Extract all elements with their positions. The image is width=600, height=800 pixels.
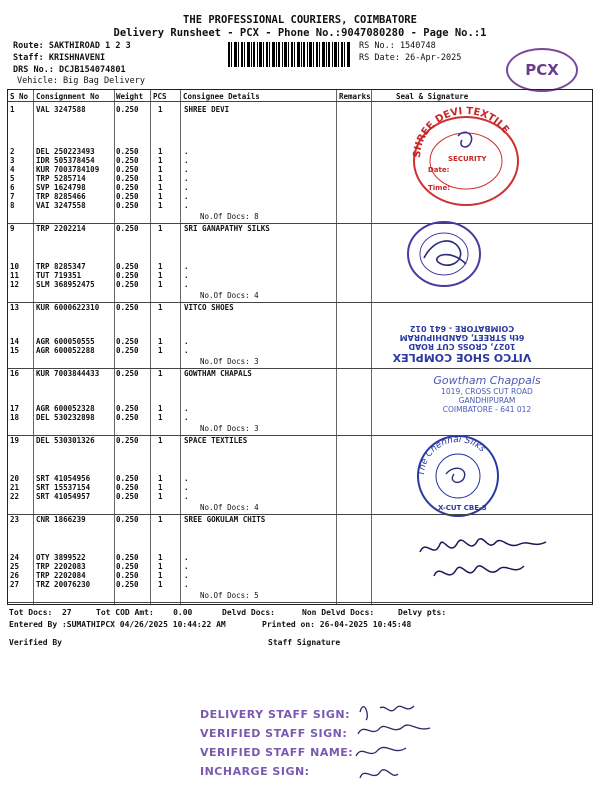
group-separator <box>8 602 592 603</box>
drs-label: DRS No.: DCJB154074801 <box>13 65 126 75</box>
row-sno: 15 <box>10 346 20 355</box>
row-consignee-dot: . <box>184 174 189 183</box>
row-consignment-no: DEL 530232898 <box>36 413 95 422</box>
row-weight: 0.250 <box>116 337 139 346</box>
row-consignment-no: TRZ 20076230 <box>36 580 91 589</box>
entered-by: Entered By :SUMATHIPCX 04/26/2025 10:44:22 AM <box>9 620 226 629</box>
row-pcs: 1 <box>158 192 163 201</box>
row-pcs: 1 <box>158 280 163 289</box>
row-sno: 16 <box>10 369 20 378</box>
runsheet-subtitle: Delivery Runsheet - PCX - Phone No.:9047080280 - Page No.:1 <box>113 27 487 39</box>
stamp1-date-label: Date: <box>428 166 450 174</box>
row-sno: 7 <box>10 192 15 201</box>
row-consignee-dot: . <box>184 474 189 483</box>
row-sno: 10 <box>10 262 20 271</box>
row-weight: 0.250 <box>116 553 139 562</box>
row-weight: 0.250 <box>116 436 139 445</box>
row-sno: 25 <box>10 562 20 571</box>
row-sno: 4 <box>10 165 15 174</box>
row-consignee-dot: . <box>184 483 189 492</box>
row-consignment-no: TUT 719351 <box>36 271 82 280</box>
printed-on: Printed on: 26-04-2025 10:45:48 <box>262 620 412 629</box>
row-sno: 2 <box>10 147 15 156</box>
delivery-points: Delvy pts: <box>398 608 447 617</box>
row-weight: 0.250 <box>116 262 139 271</box>
group-consignee-name: SHREE DEVI <box>184 105 230 114</box>
row-sno: 6 <box>10 183 15 192</box>
group-docs-count: No.Of Docs: 4 <box>200 291 259 300</box>
row-weight: 0.250 <box>116 192 139 201</box>
group-consignee-name: SRI GANAPATHY SILKS <box>184 224 270 233</box>
stamp4-line3: GANDHIPURAM <box>458 396 516 405</box>
row-consignment-no: SRT 41054956 <box>36 474 91 483</box>
verified-staff-sign: VERIFIED STAFF SIGN: <box>200 727 348 740</box>
row-weight: 0.250 <box>116 515 139 524</box>
row-weight: 0.250 <box>116 580 139 589</box>
row-consignment-no: SRT 15537154 <box>36 483 91 492</box>
row-sno: 22 <box>10 492 20 501</box>
row-consignee-dot: . <box>184 192 189 201</box>
stamp4-line2: 1019, CROSS CUT ROAD <box>441 387 533 396</box>
row-consignee-dot: . <box>184 492 189 501</box>
group-consignee-name: VITCO SHOES <box>184 303 234 312</box>
row-pcs: 1 <box>158 492 163 501</box>
col-consignee-header: Consignee Details <box>183 92 260 101</box>
group-consignee-name: SREE GOKULAM CHITS <box>184 515 266 524</box>
row-pcs: 1 <box>158 183 163 192</box>
total-cod: Tot COD Amt: 0.00 <box>96 608 193 617</box>
row-sno: 24 <box>10 553 20 562</box>
row-consignment-no: KUR 7003844433 <box>36 369 100 378</box>
delivered-docs: Delvd Docs: <box>222 608 275 617</box>
row-pcs: 1 <box>158 474 163 483</box>
row-sno: 1 <box>10 105 15 114</box>
stamp3-line2: 1027, CROSS CUT ROAD <box>408 342 516 351</box>
row-consignment-no: TRP 8285347 <box>36 262 86 271</box>
stamp3-line4: COIMBATORE - 641 012 <box>409 324 515 333</box>
row-pcs: 1 <box>158 515 163 524</box>
row-pcs: 1 <box>158 553 163 562</box>
col-sno-header: S No <box>10 92 29 101</box>
col-pcs-header: PCS <box>153 92 167 101</box>
group-docs-count: No.Of Docs: 5 <box>200 591 259 600</box>
row-sno: 20 <box>10 474 20 483</box>
group-separator <box>8 223 592 224</box>
row-pcs: 1 <box>158 483 163 492</box>
stamp1-signature <box>458 132 472 147</box>
row-consignee-dot: . <box>184 562 189 571</box>
row-consignee-dot: . <box>184 580 189 589</box>
row-sno: 9 <box>10 224 15 233</box>
row-consignment-no: DEL 530301326 <box>36 436 95 445</box>
row-pcs: 1 <box>158 147 163 156</box>
row-sno: 27 <box>10 580 20 589</box>
stamp2-signature <box>424 241 466 265</box>
row-pcs: 1 <box>158 174 163 183</box>
row-sno: 11 <box>10 271 20 280</box>
verified-staff-name: VERIFIED STAFF NAME: <box>200 746 354 759</box>
row-consignment-no: TRP 2202083 <box>36 562 86 571</box>
row-consignment-no: SVP 1624798 <box>36 183 86 192</box>
row-consignee-dot: . <box>184 147 189 156</box>
row-pcs: 1 <box>158 571 163 580</box>
stamp1-time-label: Time: <box>428 184 451 192</box>
row-consignment-no: TRP 2202084 <box>36 571 86 580</box>
row-consignee-dot: . <box>184 271 189 280</box>
row-consignment-no: SLM 368952475 <box>36 280 95 289</box>
gowtham-stamp <box>412 374 562 422</box>
row-pcs: 1 <box>158 271 163 280</box>
verified-by: Verified By <box>9 638 62 647</box>
row-weight: 0.250 <box>116 271 139 280</box>
stamp1-inner-text: SECURITY <box>448 155 487 163</box>
barcode <box>228 42 350 67</box>
group-docs-count: No.Of Docs: 3 <box>200 424 259 433</box>
row-consignment-no: KUR 7003784109 <box>36 165 100 174</box>
shree-devi-stamp <box>406 106 524 206</box>
row-consignment-no: IDR 505378454 <box>36 156 95 165</box>
row-weight: 0.250 <box>116 369 139 378</box>
company-title: THE PROFESSIONAL COURIERS, COIMBATORE <box>183 14 417 26</box>
stamp5-signature <box>446 468 465 482</box>
row-pcs: 1 <box>158 562 163 571</box>
group-docs-count: No.Of Docs: 8 <box>200 212 259 221</box>
stamp5-arc-text: The Chennai Silks <box>416 434 487 477</box>
row-weight: 0.250 <box>116 280 139 289</box>
row-sno: 26 <box>10 571 20 580</box>
svg-text:The Chennai Silks <box>417 435 487 476</box>
staff-signature-label: Staff Signature <box>268 638 341 647</box>
delivery-staff-sign: DELIVERY STAFF SIGN: <box>200 708 351 721</box>
group-consignee-name: GOWTHAM CHAPALS <box>184 369 252 378</box>
group-docs-count: No.Of Docs: 3 <box>200 357 259 366</box>
row-sno: 12 <box>10 280 20 289</box>
row-pcs: 1 <box>158 404 163 413</box>
row-weight: 0.250 <box>116 562 139 571</box>
ganapathy-stamp <box>404 218 484 290</box>
row-consignee-dot: . <box>184 337 189 346</box>
group-separator <box>8 435 592 436</box>
row-weight: 0.250 <box>116 183 139 192</box>
row-consignee-dot: . <box>184 156 189 165</box>
pcx-stamp: PCX <box>506 48 578 92</box>
row-pcs: 1 <box>158 436 163 445</box>
row-pcs: 1 <box>158 105 163 114</box>
incharge-sign: INCHARGE SIGN: <box>200 765 310 778</box>
row-consignee-dot: . <box>184 165 189 174</box>
row-consignment-no: CNR 1866239 <box>36 515 86 524</box>
col-remarks-header: Remarks <box>339 92 371 101</box>
row-consignment-no: VAL 3247588 <box>36 105 86 114</box>
total-docs: Tot Docs: 27 <box>9 608 72 617</box>
row-consignment-no: TRP 8285466 <box>36 192 86 201</box>
row-consignment-no: KUR 6000622310 <box>36 303 100 312</box>
svg-text:SHREE DEVI TEXTILE <box>412 106 511 158</box>
row-pcs: 1 <box>158 413 163 422</box>
row-weight: 0.250 <box>116 147 139 156</box>
group-consignee-name: SPACE TEXTILES <box>184 436 248 445</box>
row-pcs: 1 <box>158 165 163 174</box>
row-weight: 0.250 <box>116 571 139 580</box>
row-weight: 0.250 <box>116 303 139 312</box>
row-consignment-no: AGR 600052328 <box>36 404 95 413</box>
row-sno: 8 <box>10 201 15 210</box>
row-pcs: 1 <box>158 201 163 210</box>
row-consignment-no: OTY 3899522 <box>36 553 86 562</box>
row-weight: 0.250 <box>116 474 139 483</box>
row-consignee-dot: . <box>184 404 189 413</box>
row-consignment-no: VAI 3247558 <box>36 201 86 210</box>
row-sno: 19 <box>10 436 20 445</box>
vitco-stamp <box>382 302 542 364</box>
row-consignee-dot: . <box>184 280 189 289</box>
row-consignee-dot: . <box>184 553 189 562</box>
stamp4-line4: COIMBATORE - 641 012 <box>442 405 532 414</box>
stamp3-line3: 6th STREET, GANDHIPURAM <box>399 333 525 342</box>
gokulam-handwriting <box>416 532 556 592</box>
group-docs-count: No.Of Docs: 4 <box>200 503 259 512</box>
stamp5-inner-text: X-CUT CBE-3 <box>438 504 487 512</box>
row-pcs: 1 <box>158 224 163 233</box>
row-consignee-dot: . <box>184 262 189 271</box>
row-sno: 13 <box>10 303 20 312</box>
col-seal-header: Seal & Signature <box>396 92 469 101</box>
row-weight: 0.250 <box>116 165 139 174</box>
row-pcs: 1 <box>158 346 163 355</box>
row-consignment-no: DEL 250223493 <box>36 147 95 156</box>
vehicle-label: Vehicle: Big Bag Delivery <box>17 76 145 86</box>
row-weight: 0.250 <box>116 346 139 355</box>
runsheet-table <box>7 89 593 605</box>
row-pcs: 1 <box>158 262 163 271</box>
row-weight: 0.250 <box>116 492 139 501</box>
row-sno: 14 <box>10 337 20 346</box>
lower-signatures <box>350 694 460 790</box>
row-consignee-dot: . <box>184 201 189 210</box>
non-delivered-docs: Non Delvd Docs: <box>302 608 375 617</box>
row-pcs: 1 <box>158 303 163 312</box>
stamp1-arc-text: SHREE DEVI TEXTILE <box>411 106 511 159</box>
row-weight: 0.250 <box>116 483 139 492</box>
row-weight: 0.250 <box>116 404 139 413</box>
row-consignment-no: TRP 5285714 <box>36 174 86 183</box>
row-consignment-no: SRT 41054957 <box>36 492 91 501</box>
stamp3-line1: VITCO SHOE COMPLEX <box>392 351 532 364</box>
row-pcs: 1 <box>158 580 163 589</box>
row-pcs: 1 <box>158 369 163 378</box>
staff-label: Staff: KRISHNAVENI <box>13 53 106 63</box>
rs-date: RS Date: 26-Apr-2025 <box>359 53 462 63</box>
group-separator <box>8 514 592 515</box>
rs-number: RS No.: 1540748 <box>359 41 436 51</box>
chennai-silks-stamp <box>414 430 502 518</box>
row-weight: 0.250 <box>116 201 139 210</box>
row-sno: 23 <box>10 515 20 524</box>
row-pcs: 1 <box>158 337 163 346</box>
row-weight: 0.250 <box>116 413 139 422</box>
row-weight: 0.250 <box>116 174 139 183</box>
row-consignment-no: AGR 600052288 <box>36 346 95 355</box>
row-sno: 21 <box>10 483 20 492</box>
row-weight: 0.250 <box>116 224 139 233</box>
row-consignee-dot: . <box>184 183 189 192</box>
col-weight-header: Weight <box>116 92 144 101</box>
row-consignment-no: TRP 2202214 <box>36 224 86 233</box>
row-sno: 3 <box>10 156 15 165</box>
row-consignment-no: AGR 600050555 <box>36 337 95 346</box>
stamp4-line1: Gowtham Chappals <box>433 374 541 387</box>
row-weight: 0.250 <box>116 156 139 165</box>
row-consignee-dot: . <box>184 346 189 355</box>
row-weight: 0.250 <box>116 105 139 114</box>
row-sno: 17 <box>10 404 20 413</box>
row-consignee-dot: . <box>184 413 189 422</box>
row-sno: 5 <box>10 174 15 183</box>
route-label: Route: SAKTHIROAD 1 2 3 <box>13 41 131 51</box>
row-sno: 18 <box>10 413 20 422</box>
row-consignee-dot: . <box>184 571 189 580</box>
col-consignment-header: Consignment No <box>36 92 100 101</box>
row-pcs: 1 <box>158 156 163 165</box>
